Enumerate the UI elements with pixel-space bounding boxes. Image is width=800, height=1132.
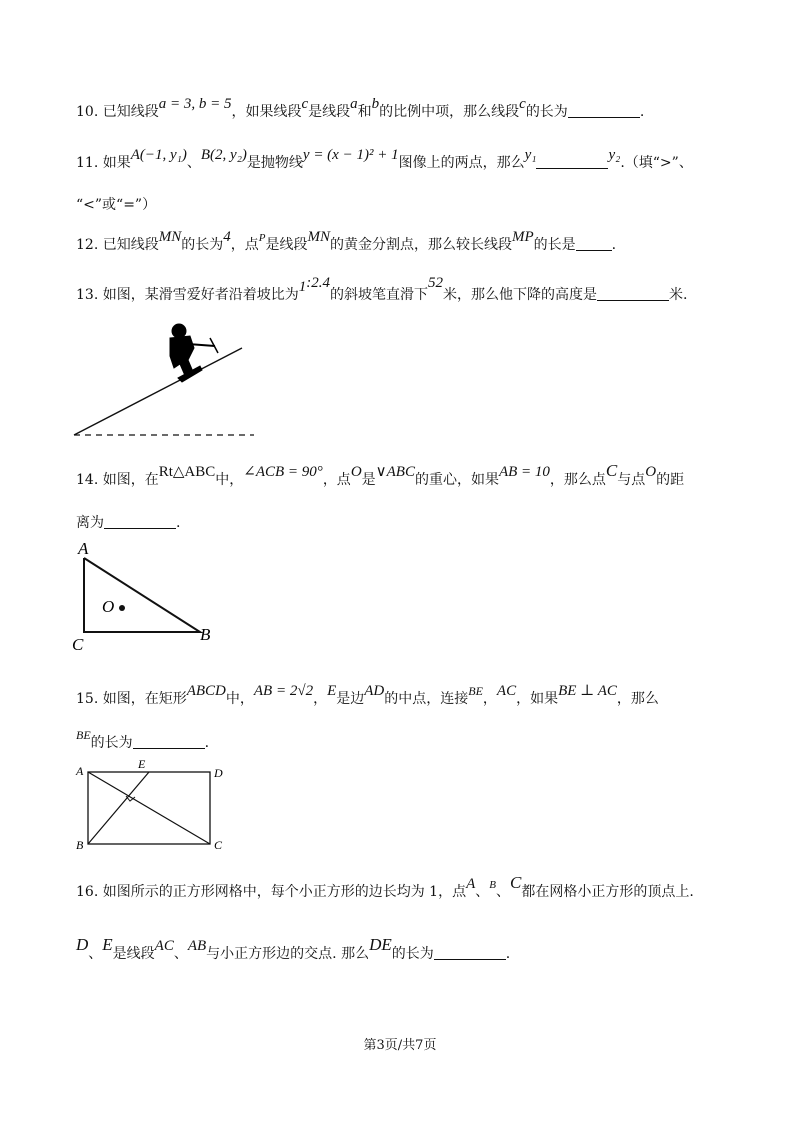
- question-11-line-2: [76, 196, 156, 214]
- q11-math-y2: y₂: [608, 147, 621, 163]
- q12-math-4: 4: [223, 229, 231, 245]
- q15-text-4: 是边: [336, 691, 365, 707]
- q10-text-6: 的长为: [525, 104, 568, 120]
- page-footer: 第3页/共7页: [363, 1038, 437, 1053]
- q16-text-7: 、: [173, 946, 188, 962]
- q14-line2: 离为: [76, 515, 104, 531]
- triangle-ACB: [84, 558, 200, 632]
- label-A: A: [76, 764, 84, 778]
- q11-math-A: A(−1, y₁): [130, 147, 187, 163]
- q12-math-MN: MN: [158, 229, 182, 245]
- q14-text-1: 如图，在: [102, 472, 159, 488]
- q15-math-AD: AD: [364, 683, 385, 699]
- q10-end: .: [639, 104, 645, 120]
- q14-text-3: ，点: [322, 472, 351, 488]
- q12-text-2: 的长为: [181, 237, 224, 253]
- q16-text-4: 都在网格小正方形的顶点上.: [521, 884, 694, 900]
- q16-text-6: 是线段: [112, 946, 155, 962]
- q13-math-ratio: :2.4: [306, 275, 330, 291]
- q16-text-2: 、: [475, 884, 490, 900]
- q15-math-E: E: [327, 683, 337, 699]
- q14-triangle-figure: [70, 539, 230, 654]
- segment-AC: [88, 772, 210, 844]
- q15-math-AC: AC: [496, 683, 517, 699]
- q13-answer-blank[interactable]: [597, 288, 669, 301]
- q15-text-3: ，: [313, 691, 328, 707]
- q11-math-parabola: y = (x − 1)² + 1: [302, 147, 399, 163]
- question-15: [76, 683, 659, 708]
- q13-math-1: 1: [298, 279, 307, 295]
- label-D: D: [214, 766, 223, 780]
- question-15-line-2: [76, 728, 210, 752]
- q13-math-52: 52: [427, 275, 443, 291]
- q10-text-2: ，如果线段: [231, 104, 302, 120]
- q12-text-3: ，点: [230, 237, 259, 253]
- q16-text-5: 、: [88, 946, 103, 962]
- q14-math-rt: Rt△ABC: [158, 464, 216, 480]
- q14-text-4: 是: [361, 472, 376, 488]
- question-12: [76, 229, 617, 255]
- q15-math-BE: BE: [468, 684, 483, 698]
- q12-answer-blank[interactable]: [576, 238, 612, 251]
- q14-math-ab10: AB = 10: [498, 464, 550, 480]
- q16-math-DE: DE: [369, 935, 392, 954]
- q11-text-5: .（填“>”、: [620, 155, 693, 171]
- q16-math-D: D: [76, 935, 89, 954]
- q12-text-4: 是线段: [265, 237, 308, 253]
- q10-text-3: 是线段: [308, 104, 351, 120]
- q14-end: .: [176, 515, 181, 531]
- q16-math-E: E: [102, 935, 113, 954]
- q15-text-5: 的中点，连接: [384, 691, 469, 707]
- q11-math-y1: y₁: [524, 147, 537, 163]
- q11-text-4: 图像上的两点，那么: [398, 155, 525, 171]
- q14-number: 14.: [76, 472, 99, 488]
- label-C: C: [72, 635, 84, 654]
- question-16-line-2: [76, 935, 511, 963]
- q10-text-5: 的比例中项，那么线段: [379, 104, 520, 120]
- q10-text-4: 和: [357, 104, 372, 120]
- question-13: [76, 275, 688, 304]
- q10-math-b: b: [371, 96, 380, 112]
- q10-math-c2: c: [519, 96, 526, 112]
- q14-math-O: O: [350, 464, 362, 480]
- q13-text-2: 的斜坡笔直滑下: [329, 287, 428, 303]
- q16-number: 16.: [76, 884, 99, 900]
- slope-line: [74, 348, 242, 435]
- q10-text-1: 已知线段: [102, 104, 159, 120]
- q14-math-triangle: ∨ABC: [375, 464, 415, 480]
- q15-text-8: ，那么: [616, 691, 659, 707]
- q16-text-9: 的长为: [391, 946, 434, 962]
- q16-math-C: C: [509, 873, 522, 892]
- q15-end: .: [204, 735, 210, 751]
- q13-text-4: 米.: [668, 287, 688, 303]
- q12-number: 12.: [76, 237, 99, 253]
- q12-math-MN2: MN: [307, 229, 330, 245]
- q10-math-a: a: [350, 96, 358, 112]
- q16-math-B: B: [489, 879, 496, 891]
- label-E: E: [138, 757, 146, 771]
- q12-text-1: 已知线段: [102, 237, 159, 253]
- question-14-line-2: [76, 514, 180, 532]
- q13-number: 13.: [76, 287, 99, 303]
- q14-text-8: 的距: [656, 472, 685, 488]
- q15-text-2: 中，: [225, 691, 254, 707]
- q13-text-1: 如图，某滑雪爱好者沿着坡比为: [102, 287, 299, 303]
- q13-slope-figure: [70, 318, 270, 438]
- q16-text-3: 、: [495, 884, 510, 900]
- question-11: [76, 147, 693, 172]
- q16-end: .: [505, 946, 511, 962]
- q14-text-6: ，那么点: [549, 472, 606, 488]
- q15-number: 15.: [76, 691, 99, 707]
- q12-text-6: 的长是: [533, 237, 576, 253]
- q11-answer-blank[interactable]: [536, 156, 608, 169]
- q14-math-O2: O: [645, 464, 657, 480]
- q11-text-3: 是抛物线: [246, 155, 303, 171]
- q12-text-5: 的黄金分割点，那么较长线段: [329, 237, 512, 253]
- q13-text-3: 米，那么他下降的高度是: [442, 287, 597, 303]
- q11-text-2: 、: [186, 155, 201, 171]
- q16-text-8: 与小正方形边的交点. 那么: [206, 946, 370, 962]
- q10-math-c: c: [301, 96, 309, 112]
- q10-number: 10.: [76, 104, 99, 120]
- q16-math-AC: AC: [154, 938, 174, 954]
- q16-answer-blank[interactable]: [434, 947, 506, 960]
- question-10: [76, 96, 645, 121]
- q11-line2: “<”或“=”）: [76, 197, 157, 213]
- q14-text-5: 的重心，如果: [414, 472, 499, 488]
- label-B: B: [76, 838, 84, 852]
- q15-math-perp: BE ⊥ AC: [558, 683, 617, 699]
- centroid-dot: [119, 605, 125, 611]
- q15-answer-blank[interactable]: [133, 736, 205, 749]
- q15-text-1: 如图，在矩形: [102, 691, 187, 707]
- skier-silhouette: [170, 324, 218, 382]
- q16-math-A: A: [466, 876, 476, 892]
- q15-math-AB: AB = 2√2: [253, 683, 314, 699]
- q11-math-B: B(2, y₂): [200, 147, 247, 163]
- segment-BE: [88, 772, 149, 844]
- q12-math-MP: MP: [511, 229, 534, 245]
- q15-math-BE2: BE: [76, 728, 91, 742]
- q15-text-7: ，如果: [516, 691, 559, 707]
- label-B: B: [200, 625, 211, 644]
- label-A: A: [78, 539, 89, 558]
- q15-rectangle-figure: [72, 756, 222, 856]
- q16-text-1: 如图所示的正方形网格中，每个小正方形的边长均为 1，点: [102, 884, 467, 900]
- q14-text-2: 中，: [215, 472, 244, 488]
- label-C: C: [214, 838, 223, 852]
- q14-math-C: C: [605, 461, 618, 480]
- q14-text-7: 与点: [617, 472, 646, 488]
- q12-math-P: P: [258, 232, 266, 244]
- q10-math-ab: a = 3, b = 5: [158, 96, 232, 112]
- q10-answer-blank[interactable]: [568, 105, 640, 118]
- q11-text-1: 如果: [102, 155, 131, 171]
- q15-text-9: 的长为: [90, 735, 133, 751]
- q12-end: .: [611, 237, 617, 253]
- q11-number: 11.: [76, 155, 99, 171]
- q15-text-6: ，: [482, 691, 497, 707]
- q14-math-angle: ∠ACB = 90°: [243, 464, 323, 480]
- question-14: [76, 461, 685, 489]
- question-16: [76, 873, 694, 902]
- q14-answer-blank[interactable]: [104, 516, 176, 529]
- label-O: O: [102, 597, 115, 616]
- q15-math-ABCD: ABCD: [186, 683, 226, 699]
- q16-math-AB: AB: [187, 938, 207, 954]
